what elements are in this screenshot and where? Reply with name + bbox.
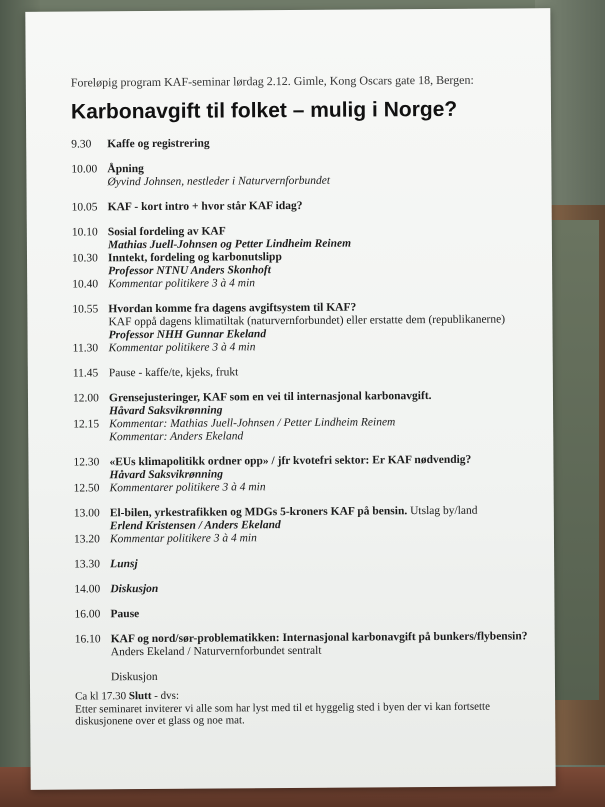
footer-suffix: - dvs: <box>151 689 180 702</box>
schedule-time: 12.15 <box>73 418 100 431</box>
schedule-time: 11.45 <box>72 367 99 380</box>
schedule-text-main: Pause <box>110 608 140 621</box>
schedule-text-main: Øyvind Johnsen, nestleder i Naturvernforbundet <box>107 174 331 189</box>
schedule-time: 13.20 <box>73 533 100 546</box>
schedule-time <box>73 431 109 444</box>
schedule-text-main: Kaffe og registrering <box>107 137 210 151</box>
schedule-time: 10.30 <box>71 252 98 265</box>
schedule-text-main: Grensejusteringer, KAF som en vei til internasjonal karbonavgift. <box>108 390 432 405</box>
schedule-text-main: Kommentar: Mathias Juell-Johnsen / Petter Lindheim Reinem <box>109 416 396 431</box>
schedule-text-main: Pause - kaffe/te, kjeks, frukt <box>108 366 239 380</box>
page-title: Karbonavgift til folket – mulig i Norge? <box>70 97 458 124</box>
schedule-time: 14.00 <box>74 583 101 596</box>
schedule-time: 10.55 <box>72 303 99 316</box>
schedule-time <box>73 405 109 418</box>
program-content <box>71 72 546 728</box>
footer-prefix: Ca kl 17.30 <box>75 690 129 703</box>
schedule-time <box>72 265 108 278</box>
schedule-time: 16.10 <box>74 633 101 646</box>
schedule-time: 9.30 <box>71 138 92 151</box>
schedule-text-main: Mathias Juell-Johnsen og Petter Lindheim Reinem <box>107 237 352 252</box>
schedule-text-main: Professor NHH Gunnar Ekeland <box>108 328 267 342</box>
footer-line-3: diskusjonene over et glass og noe mat. <box>75 714 245 728</box>
schedule-text-main: Diskusjon <box>110 582 159 596</box>
schedule-text-main: Lunsj <box>110 558 138 571</box>
schedule-text-main: Erlend Kristensen / Anders Ekeland <box>109 519 281 533</box>
schedule-time: 10.40 <box>72 278 99 291</box>
schedule-text-main: Kommentarer politikere 3 à 4 min <box>109 481 266 495</box>
schedule-text-main: Kommentar politikere 3 à 4 min <box>108 277 256 291</box>
schedule-text-main: Åpning <box>107 163 144 176</box>
schedule-time <box>75 646 111 659</box>
schedule-time <box>72 316 108 329</box>
schedule-time: 13.00 <box>73 507 100 520</box>
schedule-text-main: Anders Ekeland / Naturvernforbundet sentralt <box>110 644 322 659</box>
schedule-text-main: Diskusjon <box>110 670 158 684</box>
schedule-text-main: «EUs klimapolitikk ordner opp» / jfr kvotefri sektor: Er KAF nødvendig? <box>109 453 472 469</box>
schedule-time: 16.00 <box>74 608 101 621</box>
footer-slutt: Slutt <box>128 689 152 703</box>
schedule-time: 11.30 <box>72 342 99 355</box>
schedule-time <box>72 239 108 252</box>
schedule-text-main: KAF og nord/sør-problematikken: Internasjonal karbonavgift på bunkers/flybensin? <box>110 630 528 646</box>
schedule-time <box>73 469 109 482</box>
footer <box>75 687 545 728</box>
paper-sheet <box>25 8 555 790</box>
schedule-time: 10.05 <box>71 201 98 214</box>
schedule-time: 12.50 <box>73 482 100 495</box>
schedule-time: 12.00 <box>72 392 99 405</box>
schedule-time <box>71 176 107 189</box>
schedule-text-main: Kommentar politikere 3 à 4 min <box>108 341 256 355</box>
schedule-time: 13.30 <box>74 558 101 571</box>
schedule-text-main: Sosial fordeling av KAF <box>107 225 226 239</box>
schedule-text-extra: Utslag by/land <box>407 504 478 518</box>
schedule-text-main: Professor NTNU Anders Skonhoft <box>108 264 271 278</box>
schedule-time: 10.10 <box>71 226 98 239</box>
schedule-text-main: Inntekt, fordeling og karbonutslipp <box>107 251 282 265</box>
schedule-text-main: Hvordan komme fra dagens avgiftsystem til KAF? <box>108 301 357 316</box>
schedule-time <box>74 520 110 533</box>
schedule-text-main: Håvard Saksvikrønning <box>109 468 224 482</box>
schedule-time <box>75 671 111 684</box>
schedule-text-main: El-bilen, yrkestrafikken og MDGs 5-kroners KAF på bensin. <box>109 505 408 520</box>
schedule-text-main: Kommentar politikere 3 à 4 min <box>109 532 257 546</box>
footer-line-2: Etter seminaret inviterer vi alle som har lyst med til et hyggelig sted i byen der vi kan fortsette <box>75 700 491 716</box>
schedule-text-main: KAF oppå dagens klimatiltak (naturvernforbundet) eller erstatte dem (republikanerne) <box>108 313 506 329</box>
schedule-text-main: KAF - kort intro + hvor står KAF idag? <box>107 199 303 214</box>
schedule <box>71 135 545 684</box>
header-line: Foreløpig program KAF-seminar lørdag 2.12. Gimle, Kong Oscars gate 18, Bergen: <box>70 72 474 90</box>
schedule-time: 10.00 <box>71 163 98 176</box>
schedule-text-main: Kommentar: Anders Ekeland <box>109 430 244 444</box>
schedule-time <box>73 329 109 342</box>
schedule-text-main: Håvard Saksvikrønning <box>109 404 223 418</box>
schedule-time: 12.30 <box>73 456 100 469</box>
